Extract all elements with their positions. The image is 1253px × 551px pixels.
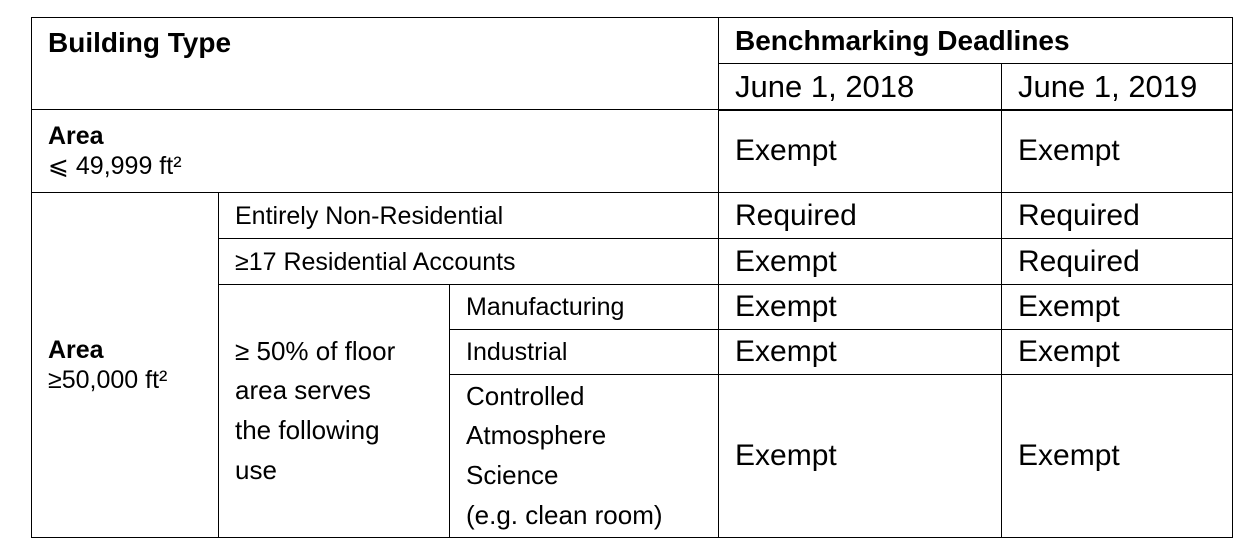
controlled-atmosphere-line: Atmosphere [466,420,607,451]
controlled-atmosphere-use [450,375,719,538]
benchmarking-deadlines-table [31,17,1233,538]
residential-status-2018: Exempt [719,239,1002,285]
small-area-label: Area [48,122,104,150]
deadline-date-2019: June 1, 2019 [1002,64,1233,110]
floor-use-line: area serves [235,375,371,406]
controlled-atmosphere-line: (e.g. clean room) [466,499,663,530]
residential-status-2019: Required [1002,239,1233,285]
residential-accounts-category: ≥17 Residential Accounts [219,239,719,285]
large-building-area-cell [32,193,219,538]
non-residential-category: Entirely Non-Residential [219,193,719,239]
small-building-status-2019: Exempt [1002,110,1233,193]
controlled-atmosphere-status-2018: Exempt [719,375,1002,538]
industrial-status-2018: Exempt [719,330,1002,375]
floor-use-line: ≥ 50% of floor [235,335,396,366]
manufacturing-status-2018: Exempt [719,285,1002,330]
large-area-label: Area [48,336,104,364]
industrial-use: Industrial [450,330,719,375]
deadline-date-2018: June 1, 2018 [719,64,1002,110]
small-area-range: ⩽ 49,999 ft² [48,152,182,180]
small-building-area-cell [32,110,719,193]
controlled-atmosphere-line: Science [466,460,559,490]
floor-use-line: use [235,454,277,485]
industrial-status-2019: Exempt [1002,330,1233,375]
non-residential-status-2018: Required [719,193,1002,239]
manufacturing-use: Manufacturing [450,285,719,330]
building-type-header: Building Type [32,18,719,110]
controlled-atmosphere-line: Controlled [466,380,585,411]
small-building-status-2018: Exempt [719,110,1002,193]
manufacturing-status-2019: Exempt [1002,285,1233,330]
floor-use-category [219,285,450,538]
non-residential-status-2019: Required [1002,193,1233,239]
floor-use-line: the following [235,415,380,445]
controlled-atmosphere-status-2019: Exempt [1002,375,1233,538]
benchmarking-deadlines-header: Benchmarking Deadlines [719,18,1233,64]
large-area-range: ≥50,000 ft² [48,366,168,394]
